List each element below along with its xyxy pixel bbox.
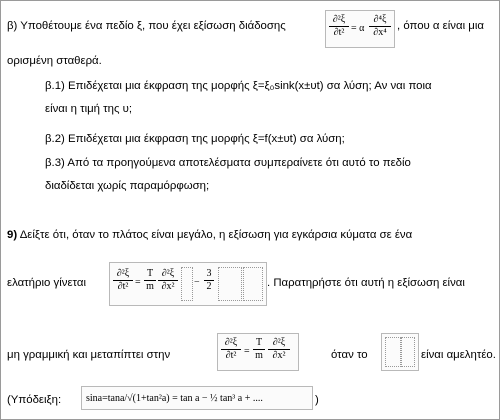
negligible-placeholder-glyph xyxy=(385,337,401,367)
question-9-text: Δείξτε ότι, όταν το πλάτος είναι μεγάλο, η εξίσωση για εγκάρσια κύματα σε ένα xyxy=(19,229,413,241)
eq2-two: 2 xyxy=(206,281,212,292)
eq3-rhs-num: ∂²ξ xyxy=(268,337,290,350)
eq1-lhs-den: ∂t² xyxy=(333,27,345,38)
eq1-rhs-den: ∂x⁴ xyxy=(373,27,387,38)
negligible-placeholder-glyph-2 xyxy=(401,337,415,367)
eq3-t-over-m xyxy=(253,337,265,362)
eq2-placeholder-glyph-3 xyxy=(243,267,263,301)
eq2-placeholder-glyph xyxy=(181,267,193,301)
eq2-t-over-m xyxy=(144,268,156,293)
eq2-lhs-den: ∂t² xyxy=(117,281,129,292)
question-9-line3-pre: μη γραμμική και μεταπίπτει στην xyxy=(7,349,171,361)
hint-prefix: (Υπόδειξη: xyxy=(7,394,62,406)
question-b1-line2: είναι η τιμή της υ; xyxy=(45,103,133,115)
eq2-d2-fraction xyxy=(158,268,178,293)
eq1-lhs-fraction xyxy=(329,14,349,39)
eq3-lhs-num: ∂²ξ xyxy=(221,337,241,350)
equation-negligible-term xyxy=(381,333,419,371)
question-9 xyxy=(7,228,412,242)
question-b3-line2: διαδίδεται χωρίς παραμόρφωση; xyxy=(45,180,210,192)
eq3-equals: = xyxy=(244,346,250,357)
question-9-line3-post: είναι αμελητέο. xyxy=(421,349,496,361)
eq1-equals-alpha: = α xyxy=(351,23,365,34)
eq1-rhs-fraction xyxy=(369,14,391,39)
eq1-lhs-num: ∂²ξ xyxy=(329,14,349,27)
eq2-lhs-num: ∂²ξ xyxy=(113,268,133,281)
eq2-equals: = xyxy=(135,277,141,288)
eq3-rhs-den: ∂x² xyxy=(272,350,286,361)
part-b-intro: β) Υποθέτουμε ένα πεδίο ξ, που έχει εξίσωση διάδοσης xyxy=(7,20,286,32)
eq2-placeholder-glyph-2 xyxy=(218,267,242,301)
eq2-minus: − xyxy=(194,277,200,288)
eq2-d2-den: ∂x² xyxy=(161,281,175,292)
question-b1-text: β.1) Επιδέχεται μια έκφραση της μορφής ξ=ξ₀sink(x±υt) σα λύση; Αν ναι ποια xyxy=(45,80,432,92)
hint-suffix: ) xyxy=(315,394,319,406)
eq2-t: T xyxy=(144,268,156,281)
eq3-m: m xyxy=(255,350,263,361)
eq3-rhs-fraction xyxy=(268,337,290,362)
eq2-lhs-fraction xyxy=(113,268,133,293)
question-b3: β.3) Από τα προηγούμενα αποτελέσματα συμπεραίνετε ότι αυτό το πεδίο xyxy=(45,157,411,169)
question-b2: β.2) Επιδέχεται μια έκφραση της μορφής ξ=f(x±υt) σα λύση; xyxy=(45,133,345,145)
eq2-m: m xyxy=(146,281,154,292)
eq1-rhs-num: ∂⁴ξ xyxy=(369,14,391,27)
hint-formula xyxy=(81,386,313,410)
eq2-three-halves xyxy=(204,268,214,293)
part-b-intro-line2: ορισμένη σταθερά. xyxy=(7,55,102,67)
eq2-d2-num: ∂²ξ xyxy=(158,268,178,281)
eq3-t: T xyxy=(253,337,265,350)
question-9-line2-post: . Παρατηρήστε ότι αυτή η εξίσωση είναι xyxy=(267,277,465,289)
eq2-three: 3 xyxy=(204,268,214,281)
eq3-lhs-fraction xyxy=(221,337,241,362)
question-9-line3-mid: όταν το xyxy=(331,349,368,361)
part-b-intro-cont: , όπου α είναι μια xyxy=(397,20,484,32)
equation-propagation xyxy=(325,10,395,48)
question-b1 xyxy=(45,79,432,93)
equation-nonlinear xyxy=(109,262,267,306)
equation-linear xyxy=(217,333,299,371)
question-9-number: 9) xyxy=(7,229,18,241)
question-9-line2-pre: ελατήριο γίνεται xyxy=(7,277,86,289)
hint-formula-text: sina=tana/√(1+tan²a) = tan a − ½ tan³ a + .... xyxy=(86,393,263,404)
eq3-lhs-den: ∂t² xyxy=(225,350,237,361)
